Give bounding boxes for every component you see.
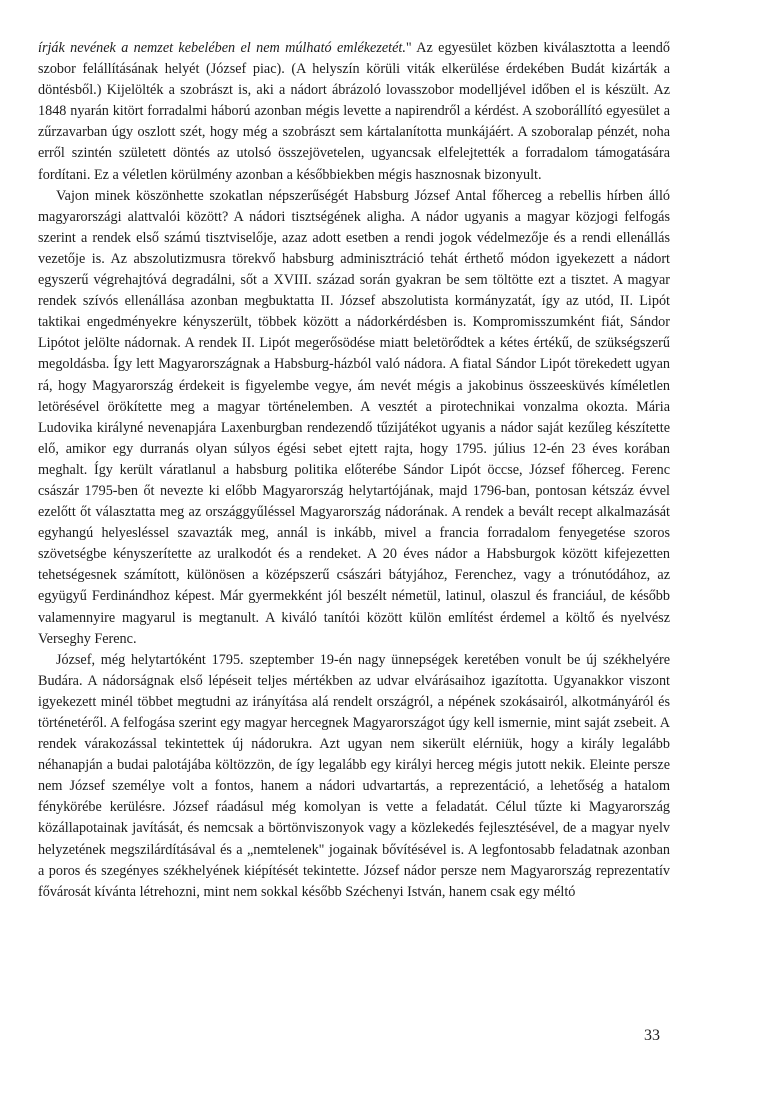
paragraph-1 <box>38 38 670 186</box>
quote-fragment: írják nevének a nemzet kebelében el nem múlható emlékezetét. <box>38 40 406 56</box>
page-number: 33 <box>644 1027 660 1044</box>
paragraph-2: Vajon minek köszönhette szokatlan népszerűségét Habsburg József Antal főherceg a rebellis hírben álló magyarországi alattvalói között? A nádori tisztségének aligha. A nádor ugyanis a magyar közjogi felfogás szerint a rendek első számú tisztviselője, azaz adott esetben a rendi jogok védelmezője és a rendi ellenállás vezetője is. Az abszolutizmusra törekvő habsburg adminisztráció tehát érthető módon igyekezett a nádort egyszerű végrehajtóvá degradálni, sőt a XVIII. század során gyakran be sem töltötte ezt a tisztet. A magyar rendek szívós ellenállása azonban megbuktatta II. József abszolutista kormányzatát, így az utód, II. Lipót taktikai engedményekre kényszerült, többek között a nádorkérdésben is. Kompromisszumként fiát, Sándor Lipótot jelölte nádornak. A rendek II. Lipót megerősödése miatt beletörődtek a kétes értékű, de szükségszerű megoldásba. Így lett Magyarországnak a Habsburg-házból való nádora. A fiatal Sándor Lipót törekedett ugyan rá, hogy Magyarország érdekeit is figyelembe vegye, ám nevét mégis a jakobinus összeesküvés kíméletlen letörésével örökítette meg a magyar történelemben. A vesztét a pirotechnikai vonzalma okozta. Mária Ludovika királyné nevenapjára Laxenburgban rendezendő tűzijátékot ugyanis a nádor saját kezűleg készítette elő, amikor egy durranás olyan súlyos égési sebet ejtett rajta, hogy 1795. július 12-én 23 éves korában meghalt. Így került váratlanul a habsburg politika előterébe Sándor Lipót öccse, József főherceg. Ferenc császár 1795-ben őt nevezte ki előbb Magyarország helytartójának, majd 1796-ban, pontosan kétszáz évvel ezelőtt őt választatta meg az országgyűléssel Magyarország nádorának. A rendek a bevált recept alkalmazását egyhangú helyesléssel szavazták meg, annál is inkább, mivel a francia forradalom fenyegetése szoros szövetségbe kényszerítette az uralkodót és a rendeket. A 20 éves nádor a Habsburgok között kifejezetten tehetségesnek számított, különösen a középszerű császári bátyjához, Ferenchez, vagy a trónutódához, az együgyű Ferdinándhoz képest. Már gyermekként jól beszélt németül, latinul, olaszul és franciául, de később valamennyire magyarul is megtanult. A kiváló tanítói között külön említést érdemel a költő és nyelvész Verseghy Ferenc. <box>38 187 670 647</box>
document-body <box>38 38 670 903</box>
paragraph-text: " Az egyesület közben kiválasztotta a leendő szobor felállításának helyét (József piac). (A helyszín körüli viták elkerülése érdekében Budát kizárták a döntésből.) Kijelölték a szobrászt is, aki a nádort ábrázoló lovasszobor modelljével időben el is készült. Az 1848 nyarán kitört forradalmi háború azonban mégis levette a napirendről a kérdést. A szoborállító egyesület a zűrzavarban úgy oszlott szét, hogy még a szobrászt sem kártalanította munkájáért. A szoboralap pénzét, noha erről szintén született döntés az utolsó összejövetelen, ugyancsak elfelejtették a forradalom támogatására fordítani. Ez a véletlen körülmény azonban a későbbiekben mégis hasznosnak bizonyult. <box>38 40 670 183</box>
paragraph-3: József, még helytartóként 1795. szeptember 19-én nagy ünnepségek keretében vonult be új székhelyére Budára. A nádorságnak első lépéseit teljes mértékben az udvar elvárásaihoz igazította. Ugyanakkor viszont igyekezett minél többet megtudni az irányítása alá rendelt országról, a népének szokásairól, alkotmányáról és történetéről. A felfogása szerint egy magyar hercegnek Magyarországot úgy kell ismernie, mint saját zsebeit. A rendek várakozással tekintettek új nádorukra. Azt ugyan nem sikerült elérniük, hogy a király legalább néhanapján a budai palotájába költözzön, de így legalább egy királyi herceg mégis jutott nekik. Eleinte persze nem József személye volt a fontos, hanem a nádori udvartartás, a reprezentáció, a lehetőség a hatalom fénykörébe kerülésre. József ráadásul még komolyan is vette a feladatát. Célul tűzte ki Magyarország közállapotainak javítását, és nemcsak a börtönviszonyok vagy a közlekedés fejlesztésével, de a magyar nyelv helyzetének megszilárdításával és a „nemtelenek" jogainak bővítésével is. A legfontosabb feladatnak azonban a poros és szegényes székhelyének kiépítését tekintette. József nádor persze nem Magyarország reprezentatív fővárosát kívánta létrehozni, mint nem sokkal később Széchenyi István, hanem csak egy méltó <box>38 651 670 900</box>
